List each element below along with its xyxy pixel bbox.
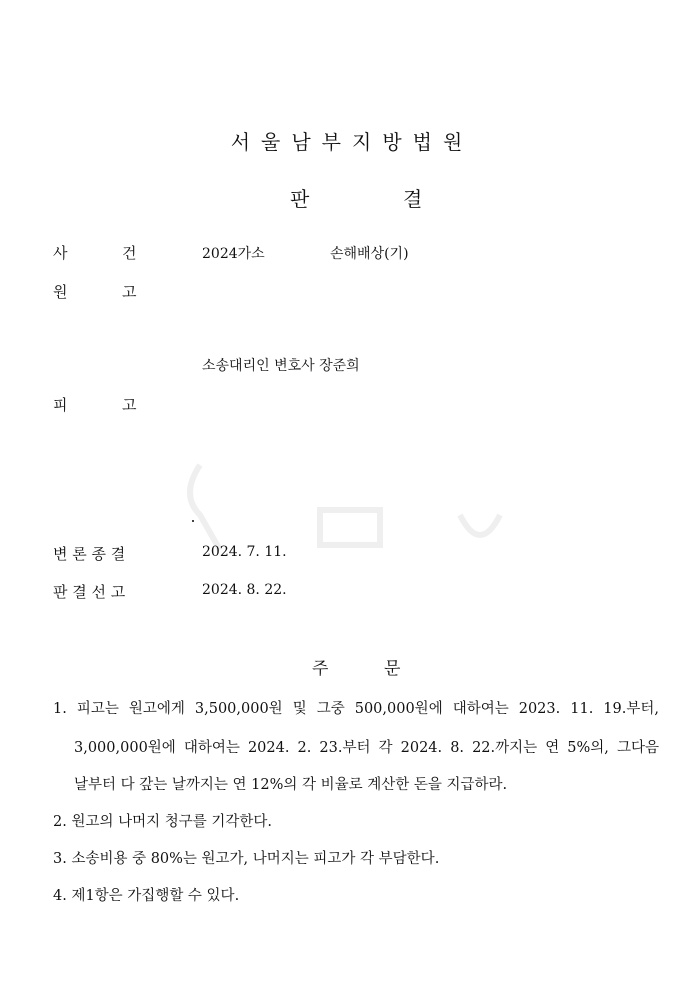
closing-label: 변 론 종 결 [53, 545, 126, 563]
order-item-3: 3. 소송비용 중 80%는 원고가, 나머지는 피고가 각 부담한다. [53, 851, 440, 867]
order-item-1-line-2: 3,000,000원에 대하여는 2024. 2. 23.부터 각 2024. 8. 22.까지는 연 5%의, 그다음 [74, 740, 659, 756]
order-item-2: 2. 원고의 나머지 청구를 기각한다. [53, 814, 272, 830]
ruling-date: 2024. 8. 22. [202, 582, 287, 598]
order-title-right: 문 [384, 659, 401, 679]
court-name: 서울남부지방법원 [230, 130, 474, 154]
ruling-label: 판 결 선 고 [53, 583, 126, 601]
plaintiff-label-a: 원 [53, 283, 68, 301]
order-item-1-line-3: 날부터 다 갚는 날까지는 연 12%의 각 비율로 계산한 돈을 지급하라. [74, 777, 508, 793]
defendant-label-b: 고 [122, 396, 137, 414]
case-label-a: 사 [53, 244, 68, 262]
stray-dot [192, 520, 194, 522]
plaintiff-counsel: 소송대리인 변호사 장준희 [202, 358, 360, 374]
case-number: 2024가소 [202, 246, 265, 262]
order-item-1-line-1: 1. 피고는 원고에게 3,500,000원 및 그중 500,000원에 대하여는 2023. 11. 19.부터, [53, 701, 659, 717]
document-type-left: 판 [290, 187, 310, 211]
document-type-right: 결 [403, 187, 423, 211]
order-title-left: 주 [312, 659, 329, 679]
case-name: 손해배상(기) [330, 246, 409, 262]
plaintiff-label-b: 고 [122, 283, 137, 301]
order-item-4: 4. 제1항은 가집행할 수 있다. [53, 888, 240, 904]
closing-date: 2024. 7. 11. [202, 544, 287, 560]
watermark-emblem [180, 455, 520, 555]
case-label-b: 건 [122, 244, 137, 262]
defendant-label-a: 피 [53, 396, 68, 414]
